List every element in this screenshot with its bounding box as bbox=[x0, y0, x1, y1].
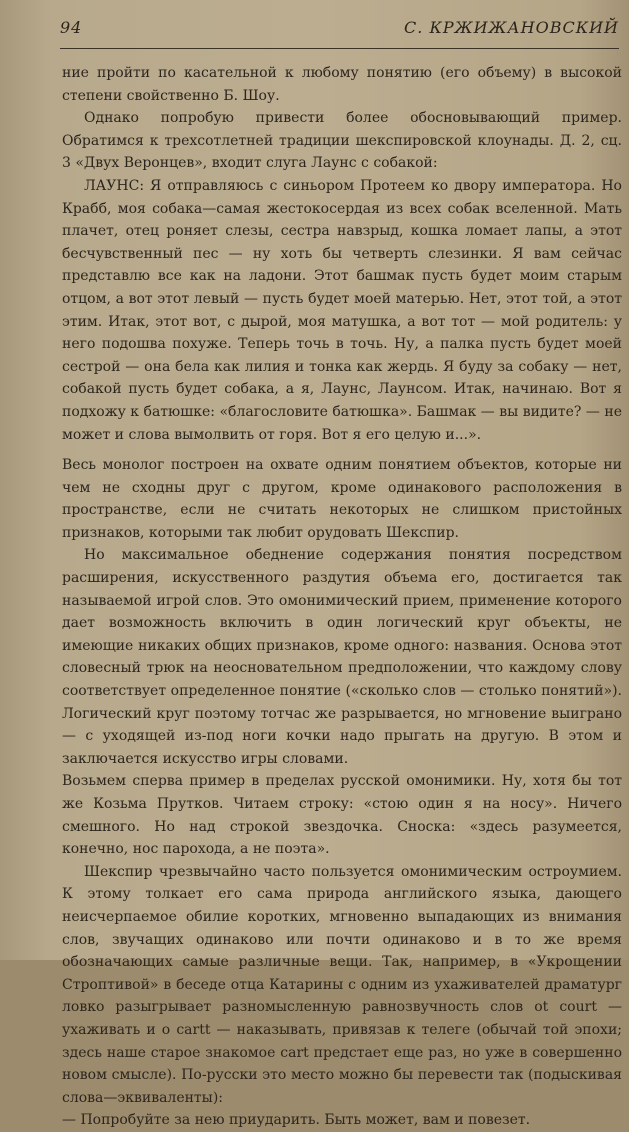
paragraph: Однако попробую привести более обосновывающий пример. Обратимся к трехсотлетней традиции шекспировской клоунады. Д. 2, сц. 3 «Двух Веронцев», входит слуга Лаунс с собакой: bbox=[62, 110, 622, 172]
paragraph: ние пройти по касательной к любому понятию (его объему) в высокой степени свойственно Б. Шоу. bbox=[62, 65, 622, 104]
page-header bbox=[60, 18, 619, 49]
page-number: 94 bbox=[60, 18, 83, 37]
paragraph: Но максимальное обеднение содержания понятия посредством расширения, искусственного раздутия объема его, достигается так называемой игрой слов. Это омонимический прием, применение которого дает возможность включить в один логический круг объекты, не имеющие никаких общих признаков, кроме одного: названия. Основа этот словесный трюк на неосновательном предположении, что каждому слову соответствует определенное понятие («сколько слов — столько понятий»). Логический круг поэтому тотчас же разрывается, но мгновение выиграно — с уходящей из-под ноги кочки надо прыгать на другую. В этом и заключается искусство игры словами. bbox=[62, 547, 622, 767]
page-body bbox=[62, 62, 622, 1132]
dialogue-paragraph: ЛАУНС: Я отправляюсь с синьором Протеем ко двору императора. Но Крабб, моя собака—самая жестокосердая из всех собак вселенной. Мать плачет, отец роняет слезы, сестра навзрыд, кошка ломает лапы, а этот бесчувственный пес — ну хоть бы четверть слезинки. Я вам сейчас представлю все как на ладони. Этот башмак пусть будет моим старым отцом, а вот этот левый — пусть будет моей матерью. Нет, этот той, а этот этим. Итак, этот вот, с дырой, моя матушка, а вот тот — мой родитель: у него подошва похуже. Теперь точь в точь. Ну, а палка пусть будет моей сестрой — она бела как лилия и тонка как жердь. Я буду за собаку — нет, собакой пусть будет собака, а я, Лаунс, Лаунсом. Итак, начинаю. Вот я подхожу к батюшке: «благословите батюшка». Башмак — вы видите? — не может и слова вымолвить от горя. Вот я его целую и...». bbox=[62, 177, 622, 443]
paragraph: Весь монолог построен на охвате одним понятием объектов, которые ни чем не сходны друг с другом, кроме одинакового расположения в пространстве, если не считать некоторых не слишком пристойных признаков, которыми так любит орудовать Шекспир. bbox=[62, 457, 622, 541]
running-title: С. КРЖИЖАНОВСКИЙ bbox=[404, 18, 619, 37]
paragraph: Возьмем сперва пример в пределах русской омонимики. Ну, хотя бы тот же Козьма Прутков. Читаем строку: «стою один я на носу». Ничего смешного. Но над строкой звездочка. Сноска: «здесь разумеется, конечно, нос парохода, а не поэта». bbox=[62, 773, 622, 858]
paragraph: Шекспир чрезвычайно часто пользуется омонимическим остроумием. К этому толкает его сама природа английского языка, дающего неисчерпаемое обилие коротких, мгновенно выпадающих из внимания слов, звучащих одинаково или почти одинаково и в то же время обозначающих самые различные вещи. Так, например, в «Укрощении Строптивой» в беседе отца Катарины с одним из ухаживателей драматург ловко разыгрывает разномысленную равнозвучность слов ot court — ухаживать и o cartt — наказывать, привязав к телеге (обычай той эпохи; здесь наше старое знакомое cart предстает еще раз, но уже в совершенно новом смысле). По-русски это место можно бы перевести так (подыскивая слова—эквиваленты): bbox=[62, 863, 622, 1106]
paragraph: — Попробуйте за нею приударить. Быть может, вам и повезет. bbox=[62, 1112, 531, 1129]
